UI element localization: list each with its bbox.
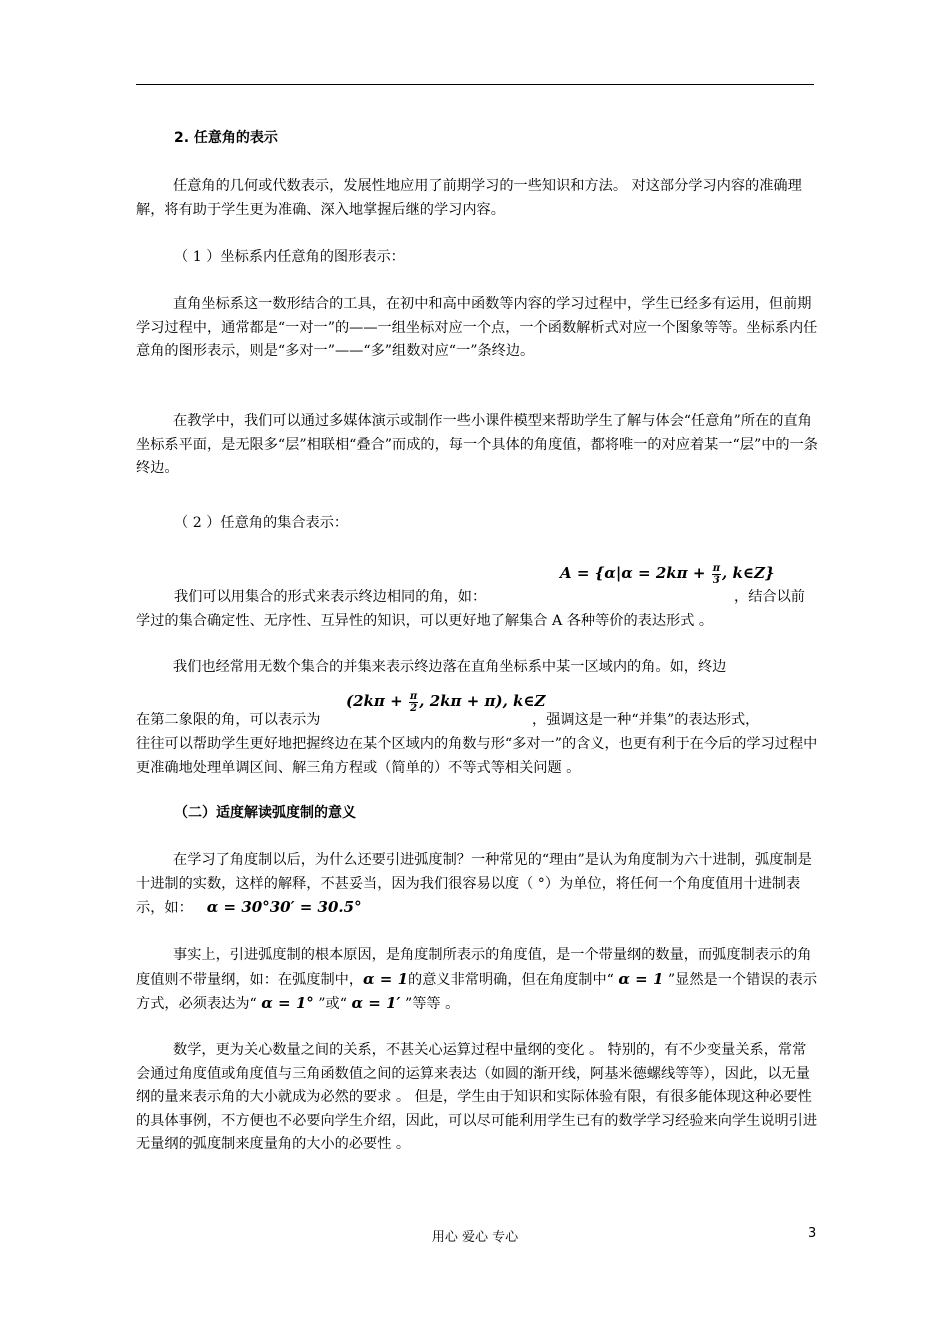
formula-alpha-1-degree: α = 1° [261, 994, 314, 1012]
paragraph-dimension: 事实上，引进弧度制的根本原因，是角度制所表示的角度值，是一个带量纲的数量，而弧度制表示的角度值则不带量纲，如：在弧度制中，α = 1的意义非常明确，但在角度制中“ α = 1 ”显然是一个错误的表示方式，必须表达为“ α = 1° ”或“ α = 1′ ”等等 。 [136, 947, 818, 1012]
paragraph-set-form-lead: 我们可以用集合的形式来表示终边相同的角，如： [174, 589, 487, 605]
subheading-graphic-representation: （ 1 ）坐标系内任意角的图形表示： [174, 249, 405, 265]
page-number: 3 [808, 1226, 817, 1241]
subheading-set-representation: （ 2 ）任意角的集合表示： [174, 515, 349, 531]
paragraph-union-emphasis: ，强调这是一种“并集”的表达形式， [532, 712, 760, 728]
section-heading-radian: （二）适度解读弧度制的意义 [174, 805, 356, 821]
paragraph-set-form-tail: ，结合以前 [734, 589, 805, 605]
paragraph-union-second-quadrant: 在第二象限的角，可以表示为 [136, 712, 321, 728]
paragraph-intro: 任意角的几何或代数表示，发展性地应用了前期学习的一些知识和方法。 对这部分学习内容的准确理解，将有助于学生更为准确、深入地掌握后继的学习内容。 [136, 178, 802, 218]
formula-degree-example: α = 30°30′ = 30.5° [206, 898, 362, 916]
paragraph-why-radian: 在学习了角度制以后，为什么还要引进弧度制？一种常见的“理由”是认为角度制为六十进制，弧度制是十进制的实数，这样的解释，不甚妥当，因为我们很容易以度（ °）为单位，将任何一个角度值用十进制表示，如： α = 30°30′ = 30.5° [136, 852, 812, 916]
paragraph-coordinate-system: 直角坐标系这一数形结合的工具，在初中和高中函数等内容的学习过程中，学生已经多有运用，但前期学习过程中，通常都是“一对一”的——一组坐标对应一个点，一个函数解析式对应一个图象等等。坐标系内任意角的图形表示，则是“多对一”——“多”组数对应“一”条终边。 [136, 296, 818, 359]
section-heading-2: 2. 任意角的表示 [174, 130, 278, 146]
paragraph-relationships: 数学，更为关心数量之间的关系，不甚关心运算过程中量纲的变化 。 特别的，有不少变量关系，常常会通过角度值或角度值与三角函数值之间的运算来表达（如圆的渐开线，阿基米德螺线等等），因此，以无量纲的量来表示角的大小就成为必然的要求 。 但是，学生由于知识和实际体验有限，有很多能体现这种必要性的具体事例，不方便也不必要向学生介绍，因此，可以尽可能利用学生已有的数学学习经验来向学生说明引进无量纲的弧度制来度量角的大小的必要性 。 [136, 1042, 818, 1152]
paragraph-multimedia: 在教学中，我们可以通过多媒体演示或制作一些小课件模型来帮助学生了解与体会“任意角”所在的直角坐标系平面，是无限多“层”相联相“叠合”而成的，每一个具体的角度值，都将唯一的对应着某一“层”中的一条终边。 [136, 413, 818, 476]
paragraph-union-lead: 我们也经常用无数个集合的并集来表示终边落在直角坐标系中某一区域内的角。如，终边 [173, 659, 727, 675]
footer-motto: 用心 爱心 专心 [431, 1230, 519, 1245]
paragraph-set-properties: 学过的集合确定性、无序性、互异性的知识，可以更好地了解集合 A 各种等价的表达形式 。 [136, 613, 714, 629]
formula-alpha-1-radian: α = 1 [363, 969, 409, 988]
formula-terminal-side-set: A = {α|α = 2kπ + $\frac{\pi}{3}$ , k∈Z} [560, 562, 775, 586]
formula-alpha-1-degree-wrong: α = 1 [618, 969, 664, 988]
paragraph-union-benefit: 往往可以帮助学生更好地把握终边在某个区域内的角数与形“多对一”的含义，也更有利于在今后的学习过程中更准确地处理单调区间、解三角方程或（简单的）不等式等相关问题 。 [136, 736, 818, 776]
header-rule [136, 84, 814, 85]
formula-alpha-1-minute: α = 1′ [351, 994, 401, 1012]
formula-second-quadrant: (2kπ + $\frac{\pi}{2}$ , 2kπ + π), k∈Z [346, 690, 546, 714]
